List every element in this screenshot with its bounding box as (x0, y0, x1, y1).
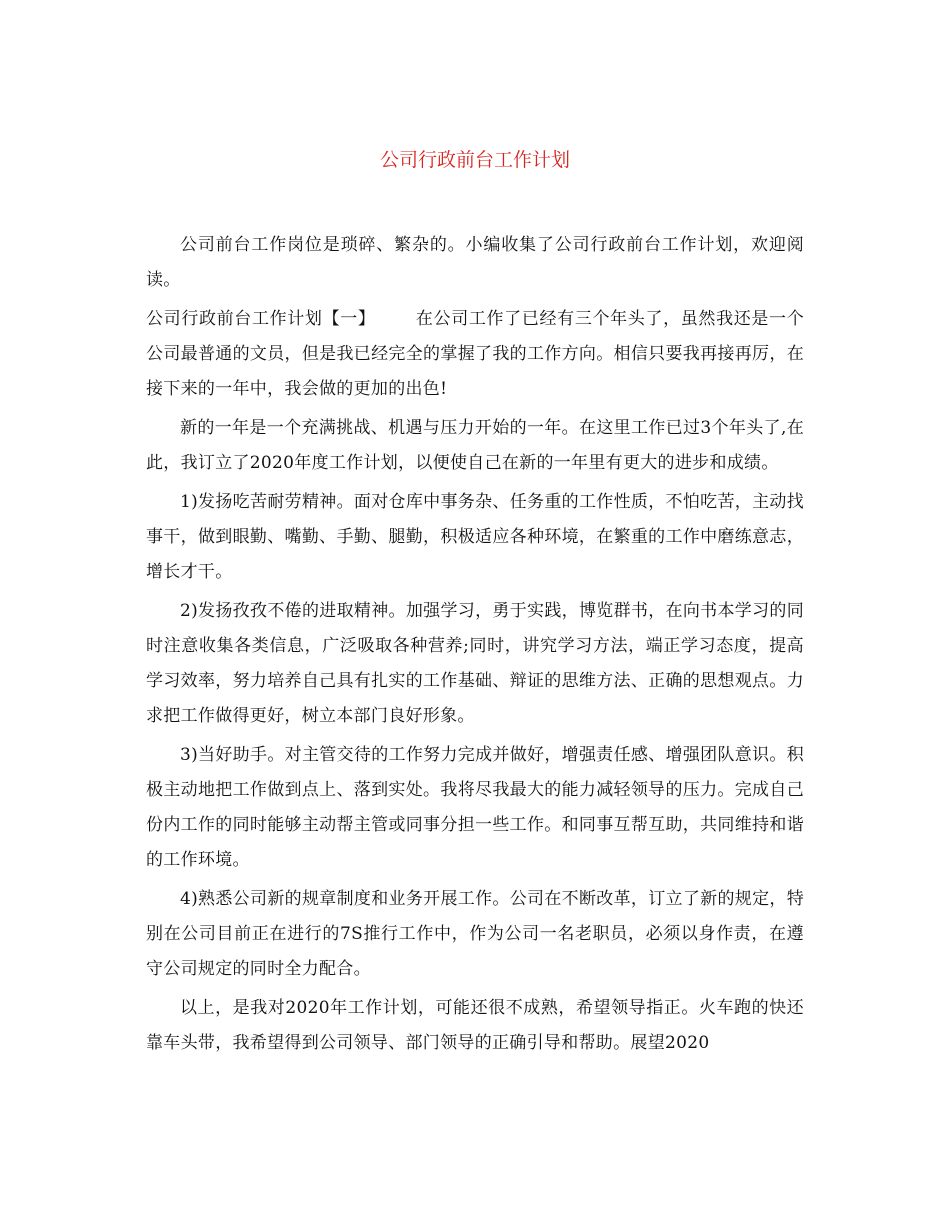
document-body (146, 228, 804, 1065)
body-paragraph: 新的一年是一个充满挑战、机遇与压力开始的一年。在这里工作已过3个年头了,在此，我订立了2020年度工作计划，以便使自己在新的一年里有更大的进步和成绩。 (146, 418, 804, 473)
body-paragraph: 3)当好助手。对主管交待的工作努力完成并做好，增强责任感、增强团队意识。积极主动地把工作做到点上、落到实处。我将尽我最大的能力减轻领导的压力。完成自己份内工作的同时能够主动帮主管或同事分担一些工作。和同事互帮互助，共同维持和谐的工作环境。 (146, 745, 804, 870)
body-paragraph: 以上，是我对2020年工作计划，可能还很不成熟，希望领导指正。火车跑的快还靠车头带，我希望得到公司领导、部门领导的正确引导和帮助。展望2020 (146, 998, 804, 1053)
section-heading: 公司行政前台工作计划【一】 (146, 309, 376, 329)
body-paragraph: 4)熟悉公司新的规章制度和业务开展工作。公司在不断改革，订立了新的规定，特别在公司目前正在进行的7S推行工作中，作为公司一名老职员，必须以身作责，在遵守公司规定的同时全力配合。 (146, 889, 804, 979)
intro-paragraph: 公司前台工作岗位是琐碎、繁杂的。小编收集了公司行政前台工作计划，欢迎阅读。 (146, 235, 804, 290)
document-title: 公司行政前台工作计划 (379, 149, 570, 171)
body-paragraph: 1)发扬吃苦耐劳精神。面对仓库中事务杂、任务重的工作性质，不怕吃苦，主动找事干，做到眼勤、嘴勤、手勤、腿勤，积极适应各种环境，在繁重的工作中磨练意志，增长才干。 (146, 492, 804, 582)
section-first-text: 在公司工作了已经有三个年头了，虽然我还是一个公司最普通的文员，但是我已经完全的掌握了我的工作方向。相信只要我再接再厉，在接下来的一年中，我会做的更加的出色! (146, 309, 804, 399)
body-paragraph: 2)发扬孜孜不倦的进取精神。加强学习，勇于实践，博览群书，在向书本学习的同时注意收集各类信息，广泛吸取各种营养;同时，讲究学习方法，端正学习态度，提高学习效率，努力培养自己具有扎实的工作基础、辩证的思维方法、正确的思想观点。力求把工作做得更好，树立本部门良好形象。 (146, 601, 804, 726)
section-paragraph (146, 302, 804, 407)
